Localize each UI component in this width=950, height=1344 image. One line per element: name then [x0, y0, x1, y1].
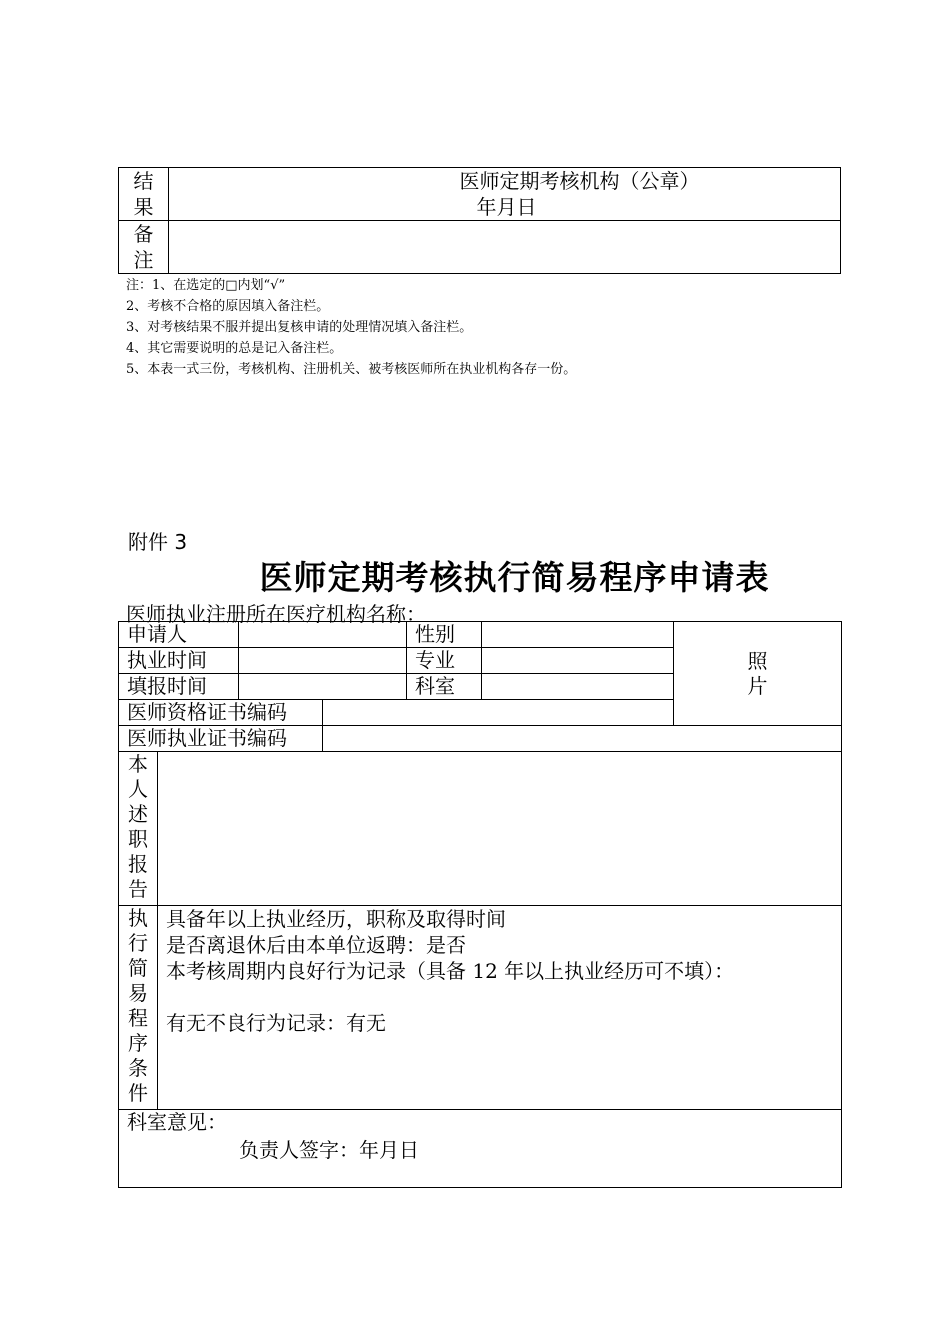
report-label: 本 人 述 职 报 告 — [119, 752, 158, 906]
dept-opinion-label: 科室意见： — [127, 1110, 227, 1134]
agency-seal-line: 医师定期考核机构（公章） — [459, 169, 700, 193]
notes — [126, 275, 576, 380]
qual-cert-input[interactable] — [323, 700, 674, 726]
bad-record-line: 有无不良行为记录：有无 — [166, 1011, 386, 1035]
note-2: 2、考核不合格的原因填入备注栏。 — [126, 299, 330, 314]
application-form — [118, 621, 842, 1188]
note-1: 注：1、在选定的□内划“√” — [126, 278, 286, 293]
applicant-label: 申请人 — [119, 622, 239, 648]
practice-time-input[interactable] — [239, 648, 407, 674]
remark-cell[interactable] — [169, 221, 841, 274]
remark-label: 备 注 — [119, 221, 169, 274]
dept-opinion-cell[interactable] — [119, 1110, 842, 1188]
qual-cert-label: 医师资格证书编码 — [119, 700, 323, 726]
practice-cert-label: 医师执业证书编码 — [119, 726, 323, 752]
note-3: 3、对考核结果不服并提出复核申请的处理情况填入备注栏。 — [126, 320, 473, 335]
department-input[interactable] — [482, 674, 674, 700]
result-cell[interactable] — [169, 168, 841, 221]
attachment-label: 附件 3 — [128, 530, 188, 554]
experience-line: 具备年以上执业经历，职称及取得时间 — [166, 907, 506, 931]
specialty-label: 专业 — [407, 648, 482, 674]
result-table — [118, 167, 841, 274]
photo-box[interactable]: 照 片 — [674, 622, 842, 726]
simple-procedure-label: 执 行 简 易 程 序 条 件 — [119, 906, 158, 1110]
department-label: 科室 — [407, 674, 482, 700]
report-input[interactable] — [158, 752, 842, 906]
applicant-input[interactable] — [239, 622, 407, 648]
practice-cert-input[interactable] — [323, 726, 842, 752]
simple-procedure-conditions[interactable] — [158, 906, 842, 1110]
practice-time-label: 执业时间 — [119, 648, 239, 674]
result-date: 年月日 — [476, 195, 537, 219]
gender-label: 性别 — [407, 622, 482, 648]
fill-time-label: 填报时间 — [119, 674, 239, 700]
org-name-label: 医师执业注册所在医疗机构名称： — [126, 602, 426, 626]
rehire-line: 是否离退休后由本单位返聘：是否 — [166, 933, 466, 957]
fill-time-input[interactable] — [239, 674, 407, 700]
specialty-input[interactable] — [482, 648, 674, 674]
note-5: 5、本表一式三份，考核机构、注册机关、被考核医师所在执业机构各存一份。 — [126, 362, 577, 377]
gender-input[interactable] — [482, 622, 674, 648]
blank-line — [166, 984, 841, 1010]
form-title: 医师定期考核执行简易程序申请表 — [259, 558, 770, 597]
good-record-line: 本考核周期内良好行为记录（具备 12 年以上执业经历可不填）： — [166, 959, 735, 983]
signature-line: 负责人签字：年月日 — [239, 1138, 419, 1162]
result-label: 结 果 — [119, 168, 169, 221]
note-4: 4、其它需要说明的总是记入备注栏。 — [126, 341, 343, 356]
